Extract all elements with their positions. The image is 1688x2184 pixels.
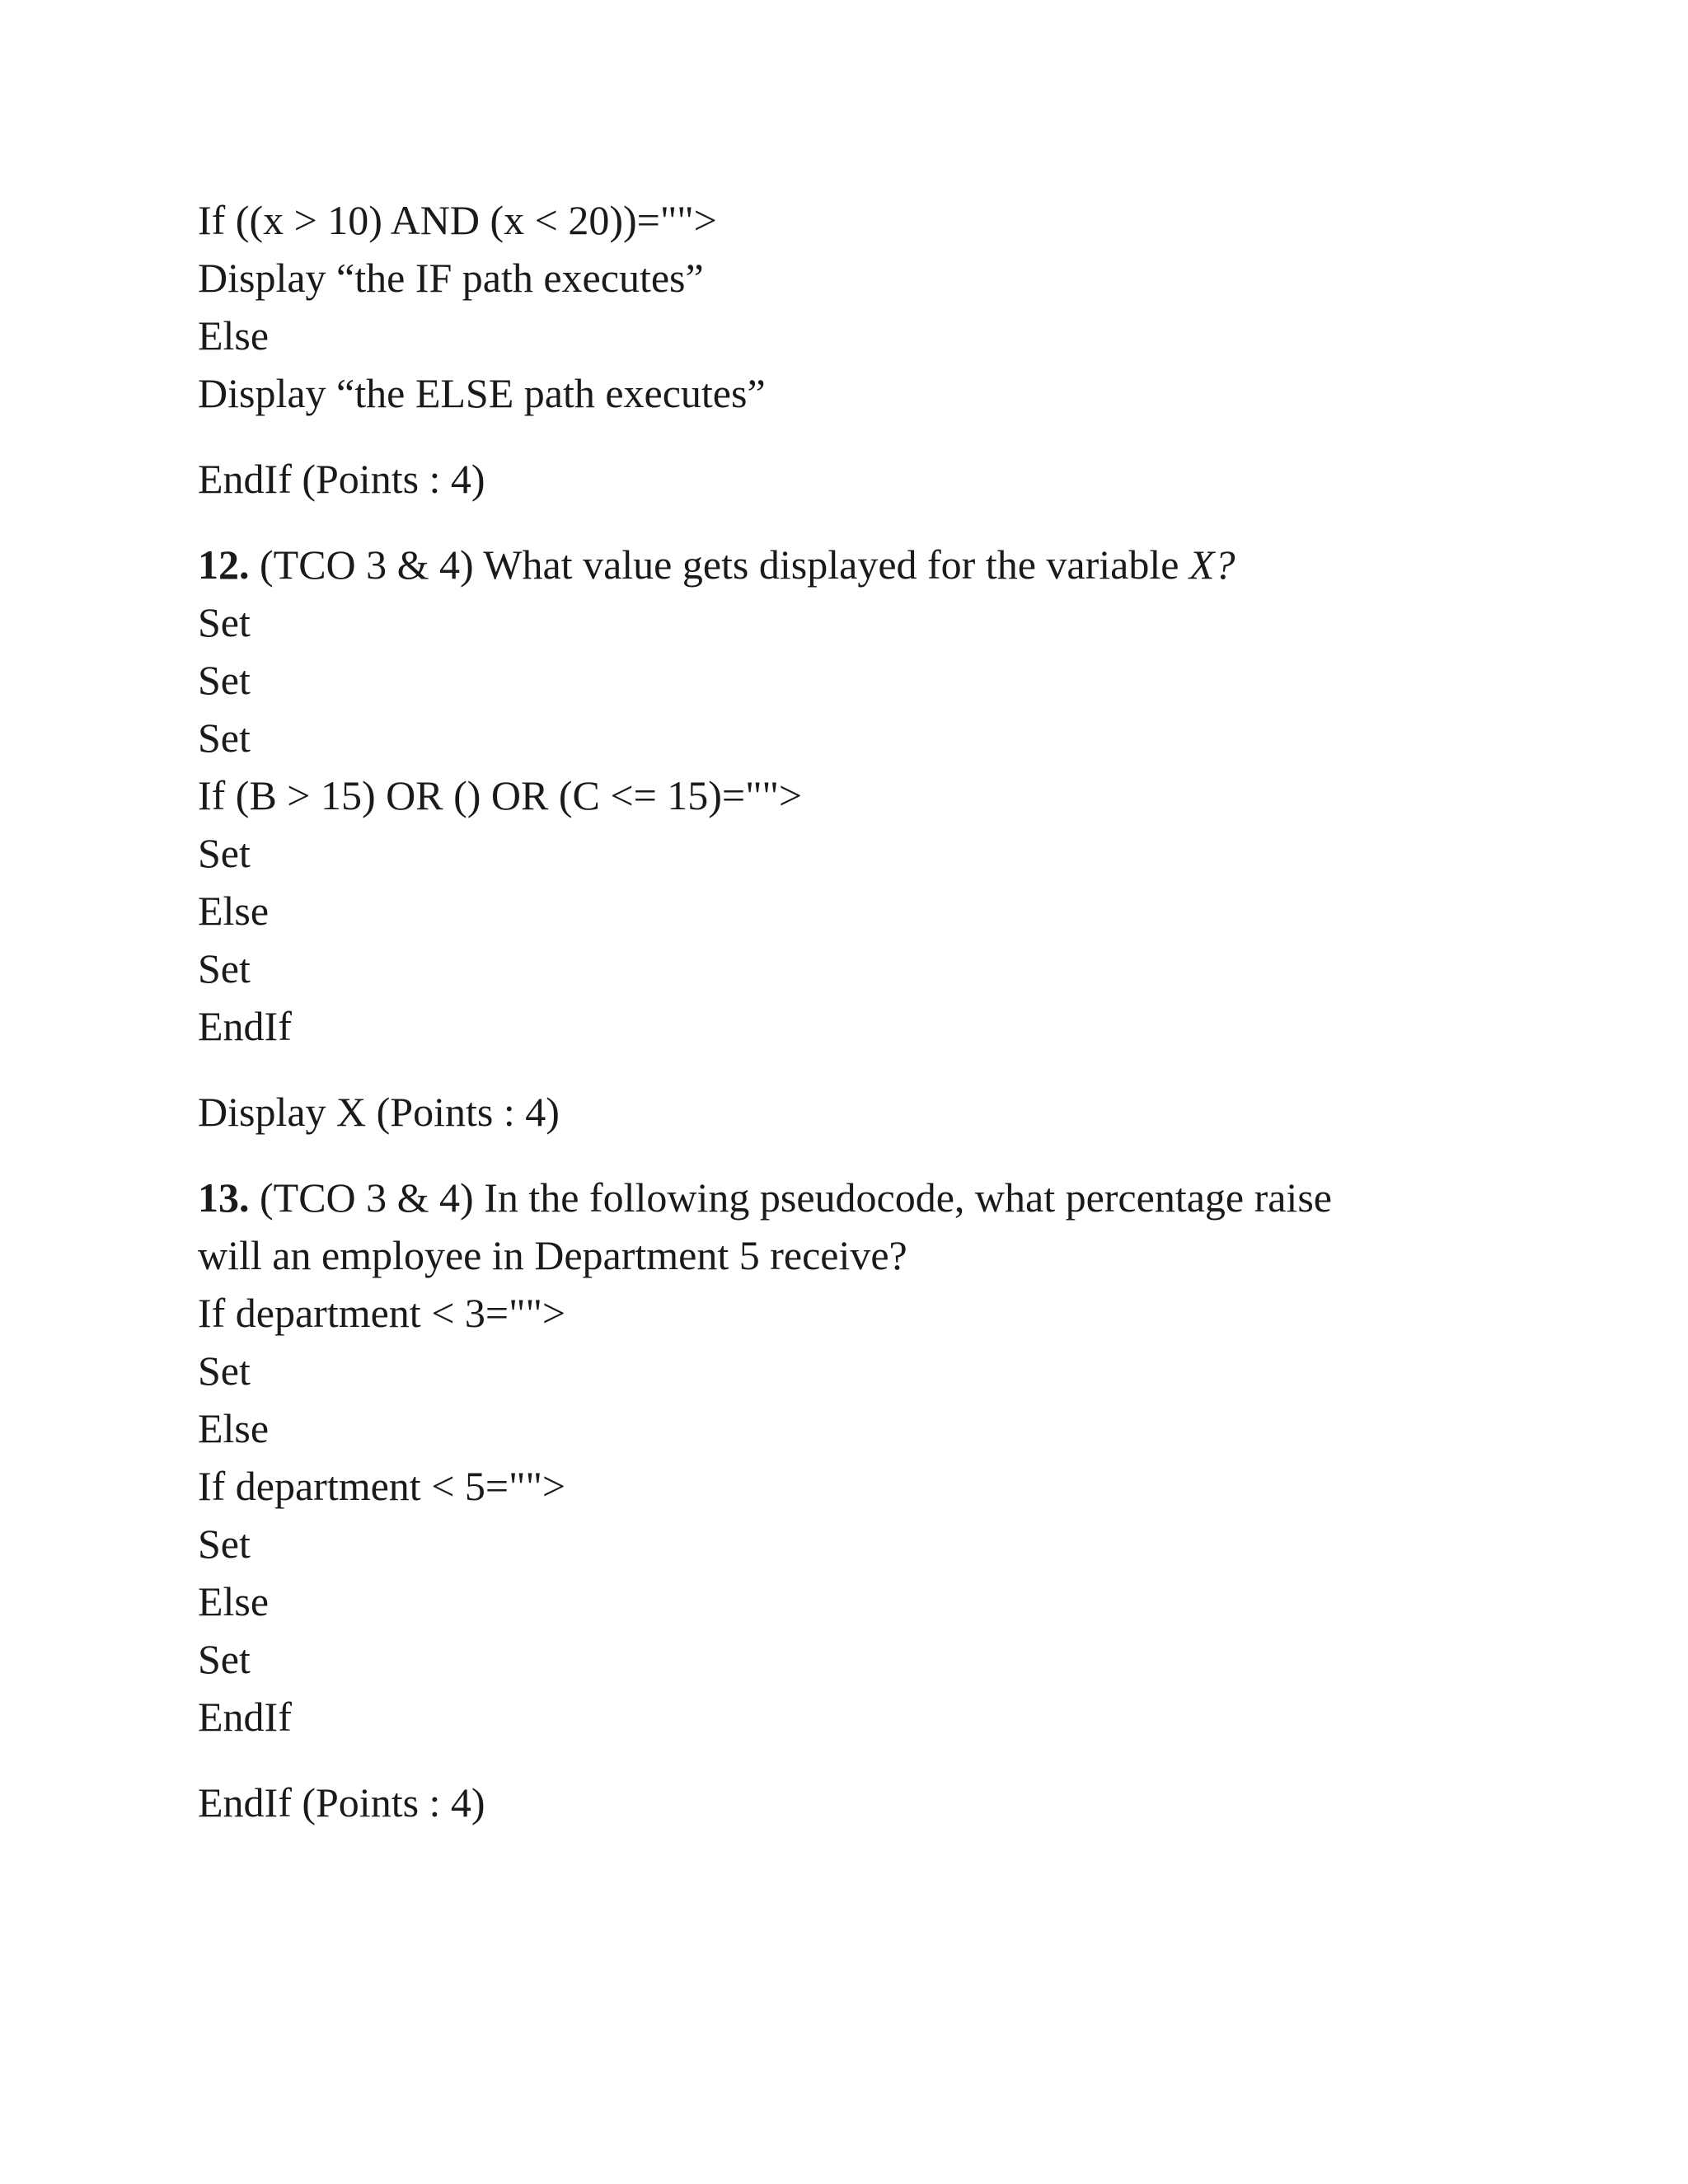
q12-variable: X? xyxy=(1189,541,1236,588)
q11-if-line: If ((x > 10) AND (x < 20))=""> xyxy=(198,197,717,243)
q13-number: 13. xyxy=(198,1174,250,1221)
q12-question-text: (TCO 3 & 4) What value gets displayed for the variable xyxy=(249,541,1189,588)
q13-code-line: If department < 3=""> xyxy=(198,1290,566,1336)
q13-code-line: If department < 5=""> xyxy=(198,1463,566,1509)
q13-question-text-line2: will an employee in Department 5 receive? xyxy=(198,1232,907,1278)
q13-code-line: Else xyxy=(198,1578,270,1624)
q12-code-line: Set xyxy=(198,599,251,645)
q12-code-line: Else xyxy=(198,888,270,934)
q12-heading xyxy=(198,540,1235,589)
q11-display-if: Display “the IF path executes” xyxy=(198,255,704,301)
q12-display-points: Display X (Points : 4) xyxy=(198,1089,560,1135)
q11-display-else: Display “the ELSE path executes” xyxy=(198,370,766,416)
q13-heading xyxy=(198,1173,1332,1222)
q13-code-line: Set xyxy=(198,1521,251,1567)
q12-code-line: Set xyxy=(198,830,251,876)
q12-code-line: Set xyxy=(198,945,251,991)
q12-code-line: Set xyxy=(198,715,251,761)
q12-number: 12. xyxy=(198,541,250,588)
q13-code-line: Set xyxy=(198,1347,251,1394)
q13-question-text: (TCO 3 & 4) In the following pseudocode, what percentage raise xyxy=(249,1174,1332,1221)
q11-else: Else xyxy=(198,312,270,359)
q13-endif-points: EndIf (Points : 4) xyxy=(198,1779,485,1825)
q13-code-line: Else xyxy=(198,1405,270,1451)
q11-endif-points: EndIf (Points : 4) xyxy=(198,456,485,502)
q12-code-line: If (B > 15) OR () OR (C <= 15)=""> xyxy=(198,772,803,818)
q13-code-line: Set xyxy=(198,1636,251,1682)
q13-code-line: EndIf xyxy=(198,1694,292,1740)
q12-code-line: EndIf xyxy=(198,1003,292,1049)
q12-code-line: Set xyxy=(198,657,251,703)
